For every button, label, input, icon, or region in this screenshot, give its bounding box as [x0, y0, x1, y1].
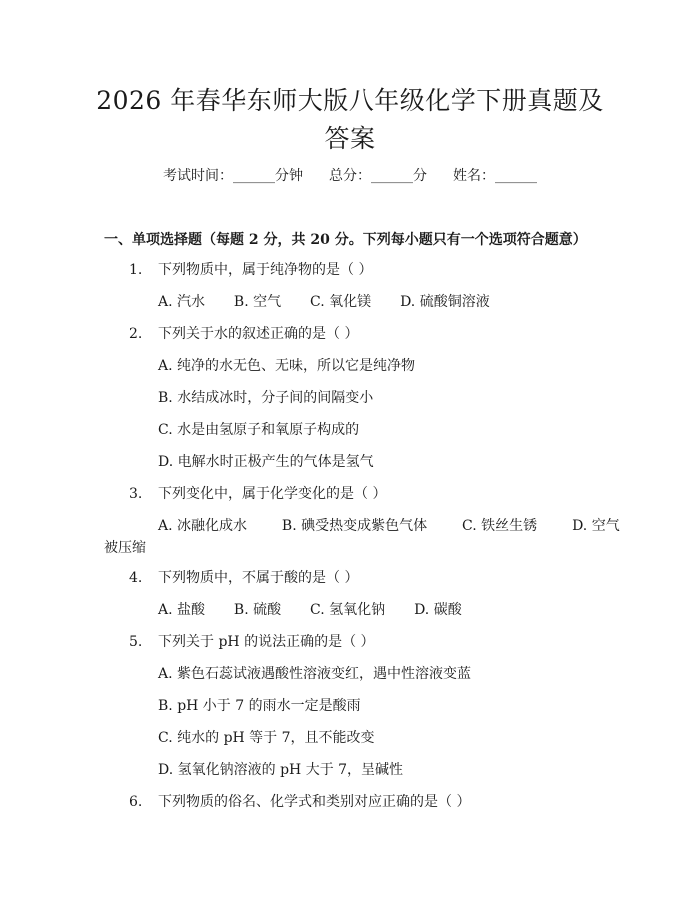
option-c: C. 水是由氢原子和氧原子构成的: [158, 422, 360, 438]
option-c: C. 氧化镁: [310, 294, 372, 310]
option-b: B. 碘受热变成紫色气体: [281, 518, 428, 534]
exam-time: 考试时间：______分钟: [163, 168, 303, 184]
option-c: C. 氢氧化钠: [310, 602, 386, 618]
page-title: [80, 82, 620, 158]
option-d: D. 空气: [572, 518, 620, 534]
question-text: 下列物质的俗名、化学式和类别对应正确的是（ ）: [158, 794, 471, 810]
option-d: D. 碳酸: [414, 602, 462, 618]
question-text: 下列变化中，属于化学变化的是（ ）: [158, 486, 387, 502]
option-a: A. 冰融化成水: [158, 518, 248, 534]
title-line-2: 答案: [324, 124, 376, 153]
option-d: D. 氢氧化钠溶液的 pH 大于 7，呈碱性: [158, 762, 404, 778]
exam-meta: [0, 166, 700, 186]
option-b: B. 空气: [233, 294, 282, 310]
option-d: D. 硫酸铜溶液: [400, 294, 490, 310]
section-heading: 一、单项选择题（每题 2 分，共 20 分。下列每小题只有一个选项符合题意）: [104, 232, 587, 248]
option-b: B. pH 小于 7 的雨水一定是酸雨: [158, 698, 361, 714]
question-number: 6.: [129, 794, 143, 810]
option-c: C. 纯水的 pH 等于 7，且不能改变: [158, 730, 375, 746]
title-line-1: 2026 年春华东师大版八年级化学下册真题及: [96, 86, 604, 115]
question-text: 下列关于 pH 的说法正确的是（ ）: [158, 634, 375, 650]
option-a: A. 汽水: [158, 294, 206, 310]
option-a: A. 紫色石蕊试液遇酸性溶液变红，遇中性溶液变蓝: [158, 666, 472, 682]
question-text: 下列物质中，不属于酸的是（ ）: [158, 570, 359, 586]
question-number: 4.: [129, 570, 143, 586]
option-a: A. 纯净的水无色、无味，所以它是纯净物: [158, 358, 416, 374]
question-text: 下列物质中，属于纯净物的是（ ）: [158, 262, 373, 278]
question-number: 1.: [129, 262, 143, 278]
option-c: C. 铁丝生锈: [462, 518, 538, 534]
exam-name: 姓名：______: [453, 168, 537, 184]
question-4-options: [158, 600, 462, 620]
question-number: 5.: [129, 634, 143, 650]
question-3-options: [158, 516, 620, 536]
option-a: A. 盐酸: [158, 602, 206, 618]
option-b: B. 硫酸: [233, 602, 282, 618]
question-1-options: [158, 292, 490, 312]
question-number: 3.: [129, 486, 143, 502]
option-b: B. 水结成冰时，分子间的间隔变小: [158, 390, 374, 406]
option-d-continuation: 被压缩: [104, 540, 146, 556]
question-number: 2.: [129, 326, 143, 342]
exam-total-score: 总分：______分: [329, 168, 427, 184]
option-d: D. 电解水时正极产生的气体是氢气: [158, 454, 374, 470]
question-text: 下列关于水的叙述正确的是（ ）: [158, 326, 359, 342]
